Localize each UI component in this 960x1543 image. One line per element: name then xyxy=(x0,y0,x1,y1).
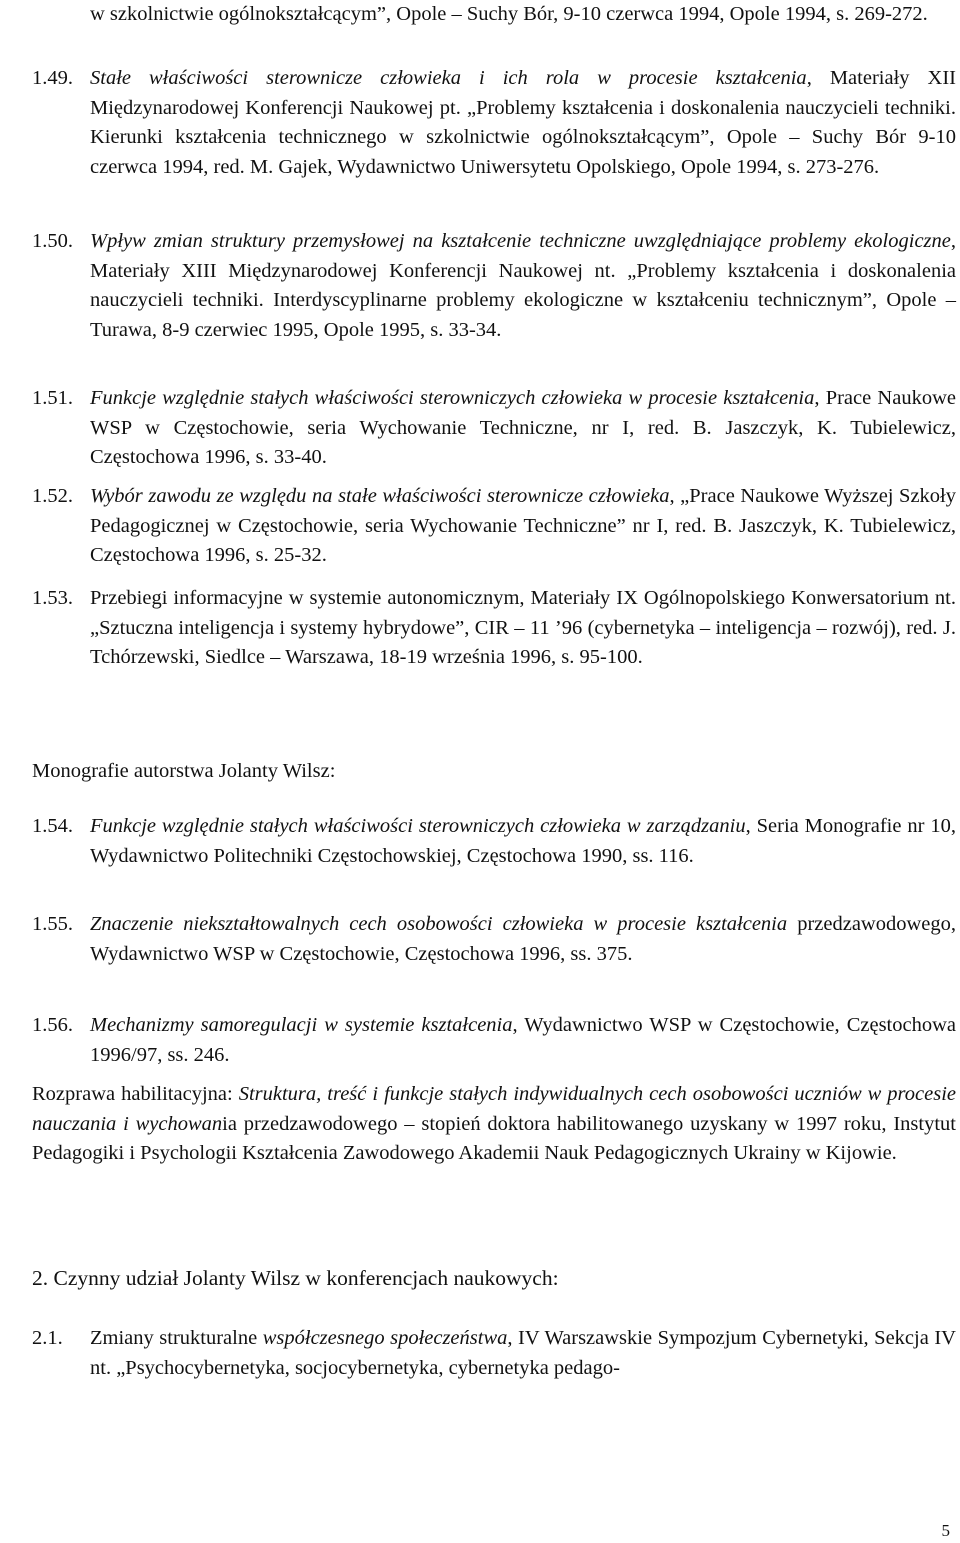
entry-continuation xyxy=(90,0,956,30)
entry-title: współczesnego społeczeństwa xyxy=(262,1327,508,1349)
bibliography-entry xyxy=(32,812,956,871)
habilitation-paragraph xyxy=(32,1080,956,1169)
habilitation-title: Struktura, treść i funkcje stałych indywidualnych cech osobowości uczniów w procesie nauczania i wychowan xyxy=(32,1083,956,1135)
bibliography-entry xyxy=(32,64,956,182)
habilitation-details: ia przedzawodowego – stopień doktora habilitowanego uzyskany w 1997 roku, Instytut Pedagogiki i Psychologii Kształcenia Zawodowego Akademii Nauk Pedagogicznych Ukrainy w Kijowie. xyxy=(32,1112,956,1164)
entry-title: Funkcje względnie stałych właściwości sterowniczych człowieka w procesie kształcenia xyxy=(90,387,815,409)
entry-number: 1.51. xyxy=(32,387,73,409)
entry-details: , Materiały XII Międzynarodowej Konferencji Naukowej pt. „Problemy kształcenia i doskonalenia nauczycieli techniki. Kierunki kształcenia technicznego w szkolnictwie ogólnokształcącym”, Opole – Suchy Bór 9-10 czerwca 1994, red. M. Gajek, Wydawnictwo Uniwersytetu Opolskiego, Opole 1994, s. 273-276. xyxy=(90,67,956,178)
bibliography-entry xyxy=(32,584,956,673)
page-number: 5 xyxy=(941,1521,950,1540)
entry-details: , Wydawnictwo WSP w Częstochowie, Częstochowa 1996/97, ss. 246. xyxy=(90,1014,956,1066)
entry-title: Mechanizmy samoregulacji w systemie kształcenia xyxy=(90,1014,513,1036)
entry-details: Przebiegi informacyjne w systemie autonomicznym, Materiały IX Ogólnopolskiego Konwersatorium nt. „Sztuczna inteligencja i systemy hybrydowe”, CIR – 11 ’96 (cybernetyka – inteligencja – rozwój), red. J. Tchórzewski, Siedlce – Warszawa, 18-19 września 1996, s. 95-100. xyxy=(90,587,956,668)
entry-number: 1.49. xyxy=(32,67,73,89)
conference-entry xyxy=(32,1324,956,1383)
entry-number: 1.56. xyxy=(32,1014,73,1036)
bibliography-entry xyxy=(32,227,956,345)
section-heading: 2. Czynny udział Jolanty Wilsz w konferencjach naukowych: xyxy=(32,1266,559,1290)
habilitation-lead: Rozprawa habilitacyjna: xyxy=(32,1083,239,1105)
bibliography-entry xyxy=(32,910,956,969)
entry-details: , IV Warszawskie Sympozjum Cybernetyki, Sekcja IV nt. „Psychocybernetyka, socjocybernetyka, cybernetyka pedago- xyxy=(90,1327,956,1379)
entry-lead: Zmiany strukturalne xyxy=(90,1327,263,1349)
entry-number: 1.53. xyxy=(32,587,73,609)
entry-number: 2.1. xyxy=(32,1327,63,1349)
entry-title: Wpływ zmian struktury przemysłowej na kształcenie techniczne uwzględniające problemy ekologiczne xyxy=(90,230,951,252)
entry-details: , Seria Monografie nr 10, Wydawnictwo Politechniki Częstochowskiej, Częstochowa 1990, ss. 116. xyxy=(90,815,956,867)
entry-number: 1.55. xyxy=(32,913,73,935)
entry-title: Wybór zawodu ze względu na stałe właściwości sterownicze człowieka xyxy=(90,485,670,507)
entry-details: , Materiały XIII Międzynarodowej Konferencji Naukowej nt. „Problemy kształcenia i doskonalenia nauczycieli techniki. Interdyscyplinarne problemy ekologiczne w kształceniu technicznym”, Opole – Turawa, 8-9 czerwiec 1995, Opole 1995, s. 33-34. xyxy=(90,230,956,341)
entry-title: Znaczenie niekształtowalnych cech osobowości człowieka w procesie kształcenia xyxy=(90,913,788,935)
entry-details: , Prace Naukowe WSP w Częstochowie, seria Wychowanie Techniczne, nr I, red. B. Jaszczyk, K. Tubielewicz, Częstochowa 1996, s. 33-40. xyxy=(90,387,956,468)
entry-details: , „Prace Naukowe Wyższej Szkoły Pedagogicznej w Częstochowie, seria Wychowanie Techniczne” nr I, red. B. Jaszczyk, K. Tubielewicz, Częstochowa 1996, s. 25-32. xyxy=(90,485,957,566)
entry-title: Funkcje względnie stałych właściwości sterowniczych człowieka w zarządzaniu xyxy=(90,815,746,837)
bibliography-entry xyxy=(32,384,956,473)
entry-title: Stałe właściwości sterownicze człowieka i ich rola w procesie kształcenia xyxy=(90,67,807,89)
entry-text: w szkolnictwie ogólnokształcącym”, Opole – Suchy Bór, 9-10 czerwca 1994, Opole 1994, s. 269-272. xyxy=(90,3,928,25)
entry-number: 1.52. xyxy=(32,485,73,507)
entry-number: 1.54. xyxy=(32,815,73,837)
entry-number: 1.50. xyxy=(32,230,73,252)
bibliography-entry xyxy=(32,482,956,571)
monografie-heading: Monografie autorstwa Jolanty Wilsz: xyxy=(32,760,336,782)
entry-details: przedzawodowego, Wydawnictwo WSP w Częstochowie, Częstochowa 1996, ss. 375. xyxy=(90,913,956,965)
bibliography-entry xyxy=(32,1011,956,1070)
